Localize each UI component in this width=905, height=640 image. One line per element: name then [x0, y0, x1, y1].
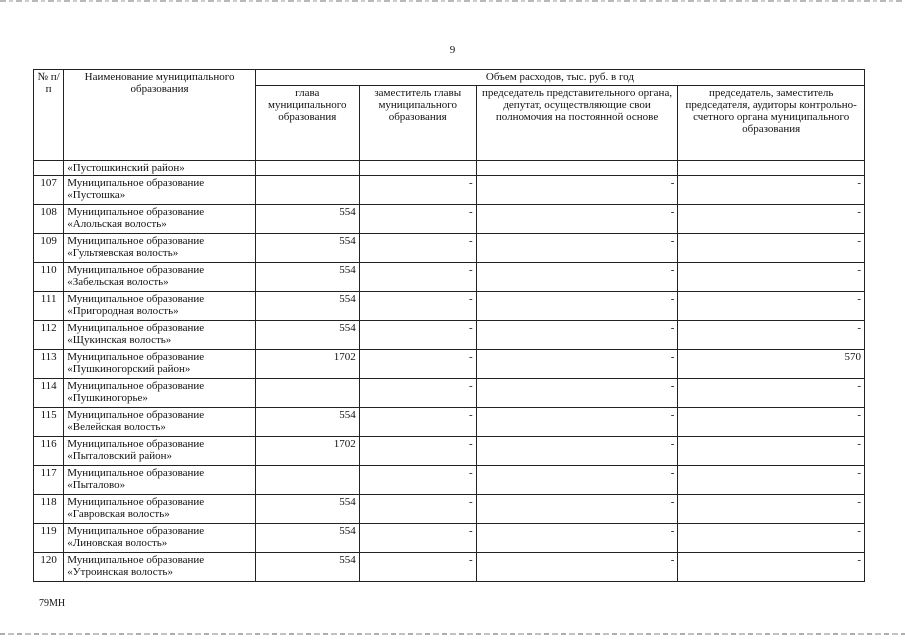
- row-name-type: Муниципальное образование: [67, 206, 205, 218]
- row-value-chair: -: [476, 408, 678, 437]
- row-number: 118: [34, 495, 64, 524]
- row-value-chair: -: [476, 321, 678, 350]
- row-value-audit: -: [678, 176, 865, 205]
- row-name-title: «Пушкиногорье»: [67, 392, 148, 404]
- header-group: Объем расходов, тыс. руб. в год: [255, 70, 864, 86]
- header-col-d: председатель, заместитель председателя, аудиторы контрольно-счетного органа муниципального образования: [678, 86, 865, 161]
- row-number: 117: [34, 466, 64, 495]
- row-value-head: 554: [255, 553, 359, 582]
- row-value-audit: -: [678, 263, 865, 292]
- row-name-title: «Пыталовский район»: [67, 450, 173, 462]
- row-value-chair: -: [476, 553, 678, 582]
- row-name: [64, 292, 256, 321]
- table-row: [34, 408, 865, 437]
- row-value-audit: -: [678, 437, 865, 466]
- row-value-head: [255, 379, 359, 408]
- row-number: 111: [34, 292, 64, 321]
- row-value-deputy: -: [359, 292, 476, 321]
- row-number: 107: [34, 176, 64, 205]
- page-number: 9: [449, 44, 456, 56]
- row-value-deputy: -: [359, 176, 476, 205]
- row-name-type: Муниципальное образование: [67, 380, 205, 392]
- row-number: 120: [34, 553, 64, 582]
- row-name-title: «Гультяевская волость»: [67, 247, 179, 259]
- row-value-chair: -: [476, 350, 678, 379]
- row-name-type: Муниципальное образование: [67, 554, 205, 566]
- row-value-deputy: -: [359, 495, 476, 524]
- row-name-title: «Пригородная волость»: [67, 305, 179, 317]
- row-name: [64, 234, 256, 263]
- row-name-title: «Забельская волость»: [67, 276, 169, 288]
- table-row: [34, 234, 865, 263]
- row-value-head: 554: [255, 292, 359, 321]
- row-value-chair: -: [476, 263, 678, 292]
- table-row: [34, 321, 865, 350]
- header-row-1: [34, 70, 865, 86]
- row-value-audit: 570: [678, 350, 865, 379]
- row-name-title: «Утроинская волость»: [67, 566, 173, 578]
- row-value-audit: -: [678, 379, 865, 408]
- header-col-c: председатель представительного органа, депутат, осуществляющие свои полномочия на постоянной основе: [476, 86, 678, 161]
- table-row: [34, 292, 865, 321]
- table-row: [34, 495, 865, 524]
- row-value-audit: -: [678, 524, 865, 553]
- row-name-type: Муниципальное образование: [67, 177, 205, 189]
- row-number: 113: [34, 350, 64, 379]
- row-name-type: Муниципальное образование: [67, 293, 205, 305]
- row-name: [64, 437, 256, 466]
- row-number: 112: [34, 321, 64, 350]
- scan-edge-bottom: [0, 633, 905, 635]
- row-value-head: 554: [255, 524, 359, 553]
- row-value-head: 1702: [255, 437, 359, 466]
- expenses-table: [33, 69, 865, 582]
- header-col-a: глава муниципального образования: [255, 86, 359, 161]
- header-num: № п/п: [34, 70, 64, 161]
- header-col-b: заместитель главы муниципального образования: [359, 86, 476, 161]
- row-value-audit: -: [678, 234, 865, 263]
- table-row: [34, 524, 865, 553]
- row-name: [64, 379, 256, 408]
- row-value-head: 554: [255, 234, 359, 263]
- row-name-type: Муниципальное образование: [67, 351, 205, 363]
- row-value-chair: -: [476, 176, 678, 205]
- row-number: 108: [34, 205, 64, 234]
- row-name: [64, 321, 256, 350]
- row-value-head: [255, 176, 359, 205]
- row-name: [64, 205, 256, 234]
- row-name-type: Муниципальное образование: [67, 525, 205, 537]
- table-row: [34, 350, 865, 379]
- table-row: [34, 466, 865, 495]
- row-value-audit: -: [678, 466, 865, 495]
- row-name: [64, 263, 256, 292]
- row-value-deputy: -: [359, 379, 476, 408]
- row-value-chair: -: [476, 292, 678, 321]
- row-value-head: 1702: [255, 350, 359, 379]
- row-value-chair: -: [476, 234, 678, 263]
- row-name-type: Муниципальное образование: [67, 322, 205, 334]
- row-value-chair: -: [476, 524, 678, 553]
- row-name: [64, 408, 256, 437]
- footer-code: 79МН: [39, 598, 66, 609]
- row-value-deputy: -: [359, 553, 476, 582]
- row-name: [64, 553, 256, 582]
- continuation-num: [34, 161, 64, 176]
- row-name-type: Муниципальное образование: [67, 496, 205, 508]
- table-row: [34, 263, 865, 292]
- row-number: 109: [34, 234, 64, 263]
- row-number: 114: [34, 379, 64, 408]
- row-value-chair: -: [476, 495, 678, 524]
- row-number: 115: [34, 408, 64, 437]
- row-value-deputy: -: [359, 321, 476, 350]
- table-row: [34, 437, 865, 466]
- row-number: 116: [34, 437, 64, 466]
- continuation-row: [34, 161, 865, 176]
- continuation-name: «Пустошкинский район»: [64, 161, 256, 176]
- row-value-audit: -: [678, 408, 865, 437]
- row-value-head: 554: [255, 408, 359, 437]
- row-value-deputy: -: [359, 408, 476, 437]
- row-name-type: Муниципальное образование: [67, 409, 205, 421]
- row-name-title: «Щукинская волость»: [67, 334, 172, 346]
- row-name: [64, 350, 256, 379]
- table-row: [34, 553, 865, 582]
- row-value-audit: -: [678, 495, 865, 524]
- row-value-deputy: -: [359, 263, 476, 292]
- row-value-head: 554: [255, 321, 359, 350]
- row-value-deputy: -: [359, 466, 476, 495]
- row-name: [64, 524, 256, 553]
- row-value-head: 554: [255, 495, 359, 524]
- row-value-chair: -: [476, 437, 678, 466]
- row-name-title: «Велейская волость»: [67, 421, 166, 433]
- row-number: 119: [34, 524, 64, 553]
- row-value-chair: -: [476, 205, 678, 234]
- table-row: [34, 379, 865, 408]
- row-number: 110: [34, 263, 64, 292]
- row-value-chair: -: [476, 379, 678, 408]
- row-value-deputy: -: [359, 205, 476, 234]
- row-value-deputy: -: [359, 350, 476, 379]
- row-value-deputy: -: [359, 234, 476, 263]
- row-value-head: [255, 466, 359, 495]
- row-name-type: Муниципальное образование: [67, 264, 205, 276]
- row-value-audit: -: [678, 553, 865, 582]
- row-value-audit: -: [678, 292, 865, 321]
- row-value-chair: -: [476, 466, 678, 495]
- row-name: [64, 495, 256, 524]
- row-name-title: «Пушкиногорский район»: [67, 363, 191, 375]
- row-name-title: «Линовская волость»: [67, 537, 168, 549]
- table-row: [34, 205, 865, 234]
- row-value-audit: -: [678, 205, 865, 234]
- scan-edge-top: [0, 0, 905, 2]
- row-name-title: «Алольская волость»: [67, 218, 167, 230]
- row-value-audit: -: [678, 321, 865, 350]
- table-row: [34, 176, 865, 205]
- row-value-deputy: -: [359, 437, 476, 466]
- row-name-type: Муниципальное образование: [67, 438, 205, 450]
- row-name-type: Муниципальное образование: [67, 467, 205, 479]
- row-name: [64, 466, 256, 495]
- row-value-deputy: -: [359, 524, 476, 553]
- row-name-title: «Пыталово»: [67, 479, 126, 491]
- row-name: [64, 176, 256, 205]
- row-value-head: 554: [255, 263, 359, 292]
- row-name-type: Муниципальное образование: [67, 235, 205, 247]
- row-value-head: 554: [255, 205, 359, 234]
- header-name: Наименование муниципального образования: [64, 70, 256, 161]
- row-name-title: «Пустошка»: [67, 189, 126, 201]
- row-name-title: «Гавровская волость»: [67, 508, 170, 520]
